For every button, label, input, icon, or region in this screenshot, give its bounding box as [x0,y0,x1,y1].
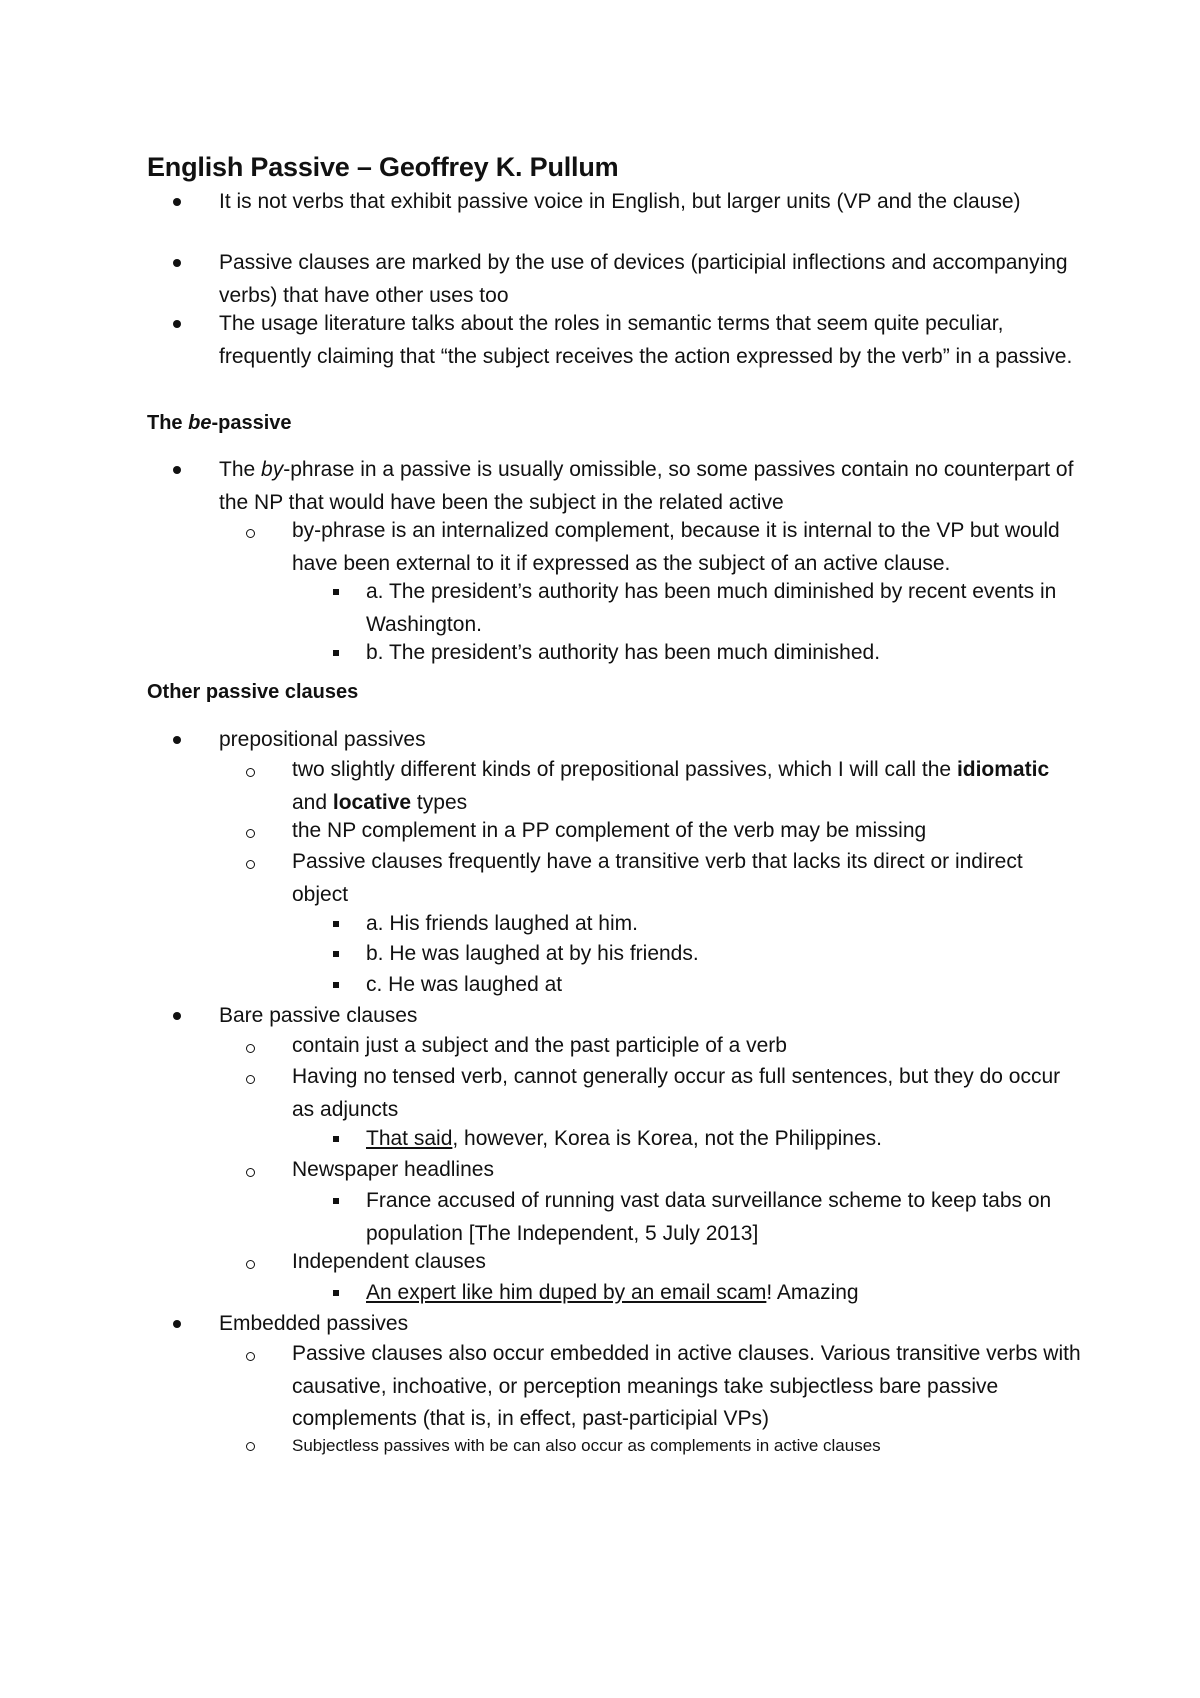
bullet-disc-icon [173,320,181,328]
bullet-disc-icon [173,198,181,206]
bare-subitem-1: contain just a subject and the past participle of a verb [292,1034,787,1057]
bullet-circle-icon [246,860,255,869]
bullet-circle-icon [246,1168,255,1177]
bullet-disc-icon [173,736,181,744]
bullet-square-icon [333,589,339,595]
bare-example-2: France accused of running vast data surveillance scheme to keep tabs on population [The Independent, 5 July 2013] [366,1189,1052,1245]
prepositional-example-b: b. He was laughed at by his friends. [366,942,699,965]
bullet-disc-icon [173,1320,181,1328]
embedded-passive-bullet: Embedded passives [219,1312,409,1335]
bare-subitem-3: Newspaper headlines [292,1158,494,1181]
bullet-circle-icon [246,529,255,538]
bullet-square-icon [333,921,339,927]
prepositional-example-a: a. His friends laughed at him. [366,912,638,935]
bare-subitem-2: Having no tensed verb, cannot generally occur as full sentences, but they do occur as adjuncts [292,1065,1061,1121]
bullet-circle-icon [246,1260,255,1269]
prepositional-subitem-3: Passive clauses frequently have a transitive verb that lacks its direct or indirect object [292,850,1023,906]
be-passive-example-b: b. The president’s authority has been much diminished. [366,641,881,664]
intro-bullet-1: It is not verbs that exhibit passive voice in English, but larger units (VP and the clause) [219,190,1021,213]
bullet-circle-icon [246,1075,255,1084]
bullet-circle-icon [246,1352,255,1361]
embedded-subitem-2: Subjectless passives with be can also occur as complements in active clauses [292,1436,881,1455]
prepositional-subitem-1: two slightly different kinds of prepositional passives, which I will call the idiomatic and locative types [292,758,1050,814]
bare-example-3: An expert like him duped by an email scam! Amazing [366,1281,859,1304]
bullet-circle-icon [246,1044,255,1053]
bullet-square-icon [333,650,339,656]
section-heading-be-passive: The be-passive [147,412,292,434]
bare-subitem-4: Independent clauses [292,1250,486,1273]
intro-bullet-3: The usage literature talks about the roles in semantic terms that seem quite peculiar, frequently claiming that “the subject receives the action expressed by the verb” in a passive. [219,312,1073,368]
bullet-circle-icon [246,1442,255,1451]
prepositional-passives-bullet: prepositional passives [219,728,426,751]
bullet-disc-icon [173,466,181,474]
bullet-disc-icon [173,1012,181,1020]
document-title: English Passive – Geoffrey K. Pullum [147,152,619,182]
bullet-circle-icon [246,829,255,838]
bullet-square-icon [333,1198,339,1204]
section-heading-other-passive: Other passive clauses [147,681,359,703]
be-passive-example-a: a. The president’s authority has been much diminished by recent events in Washington. [366,580,1057,636]
bullet-circle-icon [246,768,255,777]
bullet-square-icon [333,951,339,957]
prepositional-example-c: c. He was laughed at [366,973,563,996]
bullet-square-icon [333,1136,339,1142]
be-passive-bullet: The by-phrase in a passive is usually omissible, so some passives contain no counterpart of the NP that would have been the subject in the related active [219,458,1074,514]
embedded-subitem-1: Passive clauses also occur embedded in active clauses. Various transitive verbs with causative, inchoative, or perception meanings take subjectless bare passive complements (that is, in effect, past-participial VPs) [292,1342,1081,1430]
bullet-disc-icon [173,259,181,267]
bare-passive-bullet: Bare passive clauses [219,1004,418,1027]
bullet-square-icon [333,1290,339,1296]
prepositional-subitem-2: the NP complement in a PP complement of the verb may be missing [292,819,927,842]
be-passive-subitem: by-phrase is an internalized complement, because it is internal to the VP but would have been external to it if expressed as the subject of an active clause. [292,519,1060,575]
bare-example-1: That said, however, Korea is Korea, not the Philippines. [366,1127,882,1150]
intro-bullet-2: Passive clauses are marked by the use of devices (participial inflections and accompanying verbs) that have other uses too [219,251,1068,307]
bullet-square-icon [333,982,339,988]
